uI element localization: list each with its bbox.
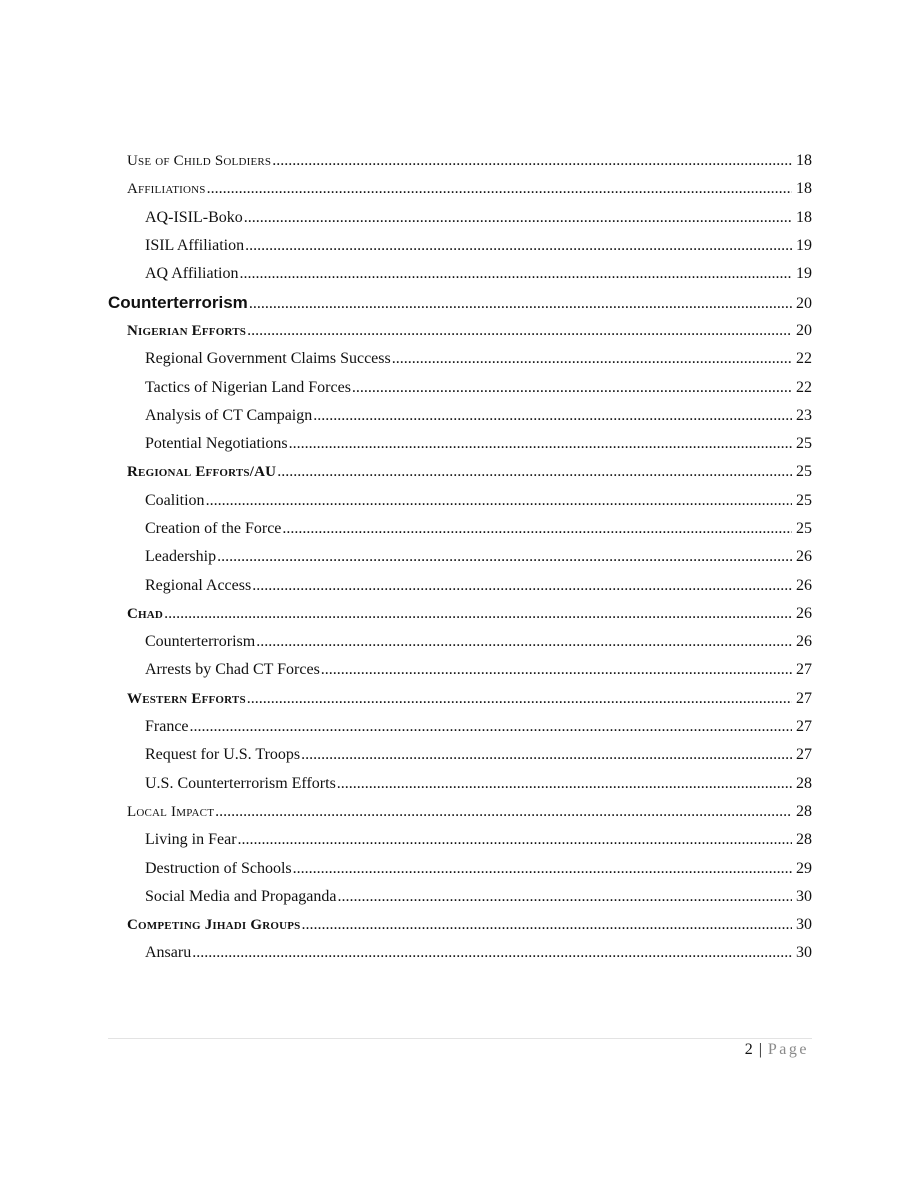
toc-entry[interactable] bbox=[0, 770, 920, 798]
toc-entry-title: Potential Negotiations bbox=[145, 435, 288, 453]
toc-entry-page-number: 25 bbox=[796, 435, 812, 453]
toc-entry-title: Coalition bbox=[145, 491, 205, 509]
toc-entry[interactable] bbox=[0, 204, 920, 232]
toc-entry-title: Living in Fear bbox=[145, 831, 237, 849]
toc-entry[interactable] bbox=[0, 175, 920, 203]
toc-dot-leader bbox=[217, 548, 792, 566]
toc-entry-line bbox=[145, 548, 812, 566]
table-of-contents bbox=[0, 147, 920, 968]
toc-dot-leader bbox=[244, 209, 792, 227]
toc-entry-line bbox=[145, 435, 812, 453]
toc-entry-page-number: 28 bbox=[796, 774, 812, 792]
toc-entry-page-number: 27 bbox=[796, 661, 812, 679]
toc-entry-line bbox=[145, 492, 812, 510]
toc-entry-title: Counterterrorism bbox=[108, 292, 248, 312]
toc-dot-leader bbox=[215, 803, 792, 821]
toc-entry-page-number: 25 bbox=[796, 520, 812, 537]
footer-divider bbox=[108, 1038, 812, 1039]
toc-entry-page-number: 23 bbox=[796, 406, 812, 424]
toc-entry-page-number: 27 bbox=[796, 689, 812, 707]
toc-dot-leader bbox=[207, 180, 792, 198]
toc-entry[interactable] bbox=[0, 345, 920, 373]
toc-entry-page-number: 30 bbox=[796, 916, 812, 934]
toc-entry-title: Counterterrorism bbox=[145, 633, 256, 651]
toc-entry-title: Regional Access bbox=[145, 576, 252, 594]
toc-entry[interactable] bbox=[0, 656, 920, 684]
toc-entry-title: Arrests by Chad CT Forces bbox=[145, 661, 320, 679]
toc-entry-line bbox=[145, 407, 812, 425]
toc-entry-title: Creation of the Force bbox=[145, 520, 282, 537]
toc-entry-line bbox=[108, 293, 812, 313]
toc-entry-title: Chad bbox=[127, 605, 164, 622]
toc-entry-title: Regional Efforts/AU bbox=[127, 464, 277, 481]
toc-dot-leader bbox=[252, 577, 792, 595]
toc-entry-title: Request for U.S. Troops bbox=[145, 746, 301, 764]
toc-dot-leader bbox=[289, 435, 792, 453]
toc-entry-page-number: 26 bbox=[796, 548, 812, 566]
toc-entry[interactable] bbox=[0, 458, 920, 486]
toc-dot-leader bbox=[293, 860, 792, 878]
toc-entry-line bbox=[145, 860, 812, 878]
toc-entry[interactable] bbox=[0, 798, 920, 826]
toc-entry-line bbox=[145, 520, 812, 538]
toc-entry-title: Local Impact bbox=[127, 803, 215, 820]
toc-entry[interactable] bbox=[0, 288, 920, 316]
toc-dot-leader bbox=[238, 831, 792, 849]
toc-dot-leader bbox=[338, 888, 793, 906]
toc-entry-page-number: 25 bbox=[796, 463, 812, 481]
toc-entry[interactable] bbox=[0, 826, 920, 854]
toc-dot-leader bbox=[239, 265, 792, 283]
toc-entry-page-number: 26 bbox=[796, 633, 812, 651]
toc-dot-leader bbox=[164, 605, 792, 623]
toc-dot-leader bbox=[247, 322, 792, 340]
toc-entry-line bbox=[145, 944, 812, 962]
toc-dot-leader bbox=[192, 944, 792, 962]
toc-entry[interactable] bbox=[0, 600, 920, 628]
toc-entry-title: U.S. Counterterrorism Efforts bbox=[145, 774, 336, 792]
toc-entry-page-number: 25 bbox=[796, 491, 812, 509]
toc-entry[interactable] bbox=[0, 373, 920, 401]
toc-entry-line bbox=[145, 746, 812, 764]
toc-entry-line bbox=[145, 633, 812, 651]
toc-entry-page-number: 28 bbox=[796, 802, 812, 820]
toc-entry-page-number: 18 bbox=[796, 152, 812, 170]
toc-entry-title: Analysis of CT Campaign bbox=[145, 406, 313, 424]
footer-separator: | bbox=[758, 1041, 762, 1058]
toc-dot-leader bbox=[206, 492, 792, 510]
toc-entry-page-number: 29 bbox=[796, 859, 812, 877]
toc-entry-page-number: 18 bbox=[796, 180, 812, 198]
toc-entry-line bbox=[145, 831, 812, 849]
toc-entry-line bbox=[145, 661, 812, 679]
toc-entry[interactable] bbox=[0, 911, 920, 939]
toc-entry[interactable] bbox=[0, 543, 920, 571]
toc-entry-page-number: 30 bbox=[796, 944, 812, 962]
toc-entry-page-number: 27 bbox=[796, 718, 812, 736]
toc-dot-leader bbox=[392, 350, 792, 368]
toc-dot-leader bbox=[313, 407, 792, 425]
toc-entry-page-number: 22 bbox=[796, 378, 812, 396]
toc-entry[interactable] bbox=[0, 883, 920, 911]
toc-entry-page-number: 20 bbox=[796, 321, 812, 339]
toc-entry-page-number: 26 bbox=[796, 576, 812, 594]
toc-entry-line bbox=[127, 463, 812, 481]
toc-entry[interactable] bbox=[0, 571, 920, 599]
toc-entry-line bbox=[127, 690, 812, 708]
toc-entry-page-number: 28 bbox=[796, 831, 812, 849]
toc-entry-title: Competing Jihadi Groups bbox=[127, 917, 301, 934]
toc-entry-line bbox=[145, 265, 812, 283]
toc-entry-title: Use of Child Soldiers bbox=[127, 153, 272, 170]
toc-entry-page-number: 30 bbox=[796, 887, 812, 905]
toc-entry-line bbox=[145, 888, 812, 906]
toc-entry[interactable] bbox=[0, 854, 920, 882]
toc-entry-title: Affiliations bbox=[127, 181, 206, 198]
toc-entry-line bbox=[145, 577, 812, 595]
toc-dot-leader bbox=[321, 661, 792, 679]
toc-entry-page-number: 19 bbox=[796, 265, 812, 283]
toc-entry-title: ISIL Affiliation bbox=[145, 237, 245, 255]
toc-entry-line bbox=[145, 209, 812, 227]
toc-dot-leader bbox=[337, 775, 792, 793]
toc-dot-leader bbox=[256, 633, 792, 651]
toc-entry[interactable] bbox=[0, 713, 920, 741]
toc-entry-title: Leadership bbox=[145, 548, 217, 566]
toc-entry-title: Western Efforts bbox=[127, 690, 246, 707]
toc-entry[interactable] bbox=[0, 685, 920, 713]
toc-entry[interactable] bbox=[0, 487, 920, 515]
toc-entry-page-number: 20 bbox=[796, 294, 812, 312]
page-footer bbox=[745, 1041, 809, 1059]
toc-entry[interactable] bbox=[0, 260, 920, 288]
toc-dot-leader bbox=[190, 718, 792, 736]
toc-dot-leader bbox=[272, 152, 792, 170]
toc-entry-line bbox=[127, 152, 812, 170]
toc-entry-line bbox=[145, 350, 812, 368]
toc-entry[interactable] bbox=[0, 232, 920, 260]
toc-dot-leader bbox=[249, 295, 792, 313]
toc-entry-page-number: 18 bbox=[796, 208, 812, 226]
toc-entry[interactable] bbox=[0, 317, 920, 345]
toc-dot-leader bbox=[302, 916, 793, 934]
toc-entry-title: AQ Affiliation bbox=[145, 265, 239, 283]
toc-entry-line bbox=[127, 322, 812, 340]
toc-entry-line bbox=[127, 916, 812, 934]
toc-entry-page-number: 22 bbox=[796, 350, 812, 368]
toc-entry-line bbox=[127, 803, 812, 821]
toc-entry-title: Ansaru bbox=[145, 944, 192, 962]
toc-entry[interactable] bbox=[0, 628, 920, 656]
toc-dot-leader bbox=[277, 463, 792, 481]
toc-dot-leader bbox=[247, 690, 792, 708]
toc-entry-page-number: 19 bbox=[796, 237, 812, 255]
footer-page-label: Page bbox=[767, 1041, 809, 1058]
toc-dot-leader bbox=[352, 379, 792, 397]
toc-entry-title: Destruction of Schools bbox=[145, 859, 292, 877]
toc-entry[interactable] bbox=[0, 741, 920, 769]
toc-entry[interactable] bbox=[0, 515, 920, 543]
toc-entry-line bbox=[145, 237, 812, 255]
toc-dot-leader bbox=[245, 237, 792, 255]
toc-entry-line bbox=[145, 775, 812, 793]
toc-entry[interactable] bbox=[0, 147, 920, 175]
toc-entry-title: Regional Government Claims Success bbox=[145, 350, 391, 368]
toc-entry-page-number: 27 bbox=[796, 746, 812, 764]
toc-entry-line bbox=[145, 718, 812, 736]
toc-entry-line bbox=[127, 605, 812, 623]
toc-entry-line bbox=[127, 180, 812, 198]
toc-entry[interactable] bbox=[0, 402, 920, 430]
toc-entry-title: Social Media and Propaganda bbox=[145, 887, 337, 905]
toc-entry-line bbox=[145, 379, 812, 397]
toc-dot-leader bbox=[301, 746, 792, 764]
toc-entry-title: Nigerian Efforts bbox=[127, 322, 247, 339]
toc-entry-page-number: 26 bbox=[796, 604, 812, 622]
toc-entry-title: Tactics of Nigerian Land Forces bbox=[145, 378, 351, 396]
toc-entry[interactable] bbox=[0, 430, 920, 458]
toc-dot-leader bbox=[282, 520, 792, 538]
toc-entry-title: AQ-ISIL-Boko bbox=[145, 208, 243, 226]
toc-entry-title: France bbox=[145, 718, 189, 736]
toc-entry[interactable] bbox=[0, 939, 920, 967]
footer-page-number: 2 bbox=[744, 1041, 753, 1058]
